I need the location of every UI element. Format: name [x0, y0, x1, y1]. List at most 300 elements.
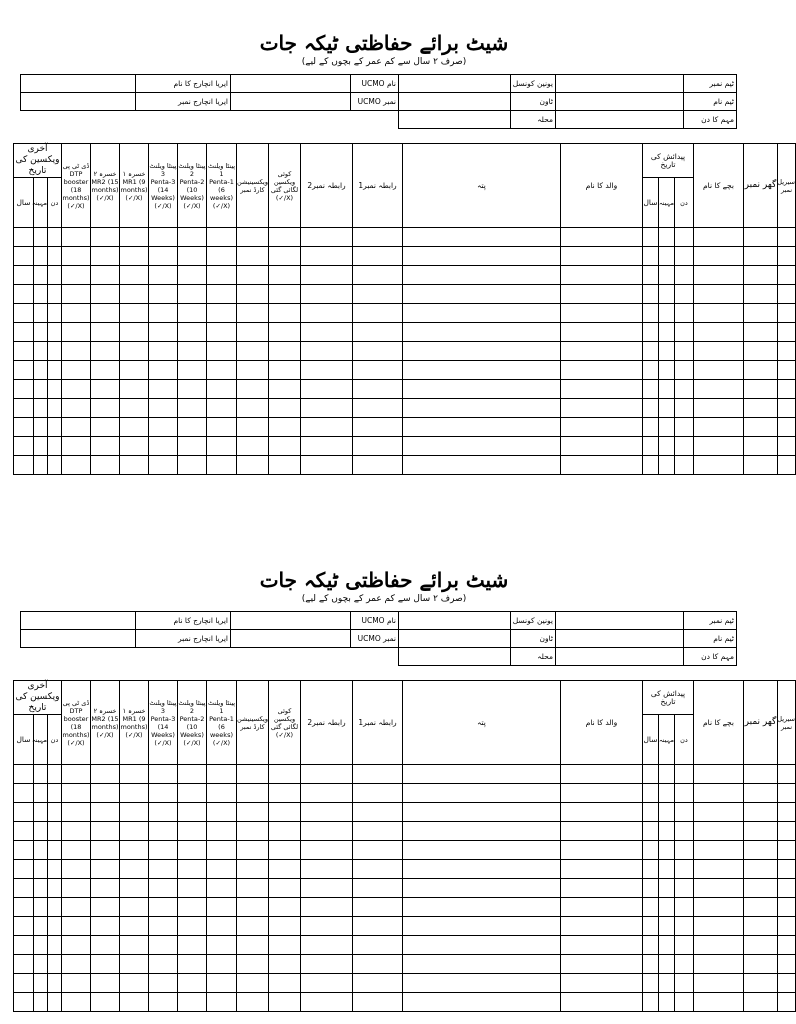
table-cell[interactable]	[643, 898, 659, 917]
table-cell[interactable]	[34, 993, 48, 1012]
campaign-day-value[interactable]	[556, 648, 684, 666]
table-cell[interactable]	[744, 399, 778, 418]
table-cell[interactable]	[48, 898, 62, 917]
table-cell[interactable]	[48, 399, 62, 418]
table-cell[interactable]	[120, 879, 149, 898]
table-cell[interactable]	[91, 917, 120, 936]
table-cell[interactable]	[34, 418, 48, 437]
table-cell[interactable]	[207, 879, 237, 898]
table-cell[interactable]	[659, 380, 675, 399]
table-cell[interactable]	[659, 974, 675, 993]
table-cell[interactable]	[34, 247, 48, 266]
table-cell[interactable]	[120, 323, 149, 342]
table-cell[interactable]	[675, 399, 694, 418]
table-cell[interactable]	[62, 822, 91, 841]
table-cell[interactable]	[91, 285, 120, 304]
table-cell[interactable]	[237, 437, 269, 456]
table-cell[interactable]	[643, 418, 659, 437]
table-cell[interactable]	[778, 304, 796, 323]
table-cell[interactable]	[675, 266, 694, 285]
table-cell[interactable]	[207, 803, 237, 822]
table-cell[interactable]	[744, 247, 778, 266]
table-cell[interactable]	[237, 247, 269, 266]
table-cell[interactable]	[675, 361, 694, 380]
table-cell[interactable]	[353, 955, 403, 974]
table-cell[interactable]	[91, 247, 120, 266]
table-cell[interactable]	[207, 993, 237, 1012]
team-name-value[interactable]	[556, 630, 684, 648]
table-cell[interactable]	[237, 784, 269, 803]
table-cell[interactable]	[353, 936, 403, 955]
table-cell[interactable]	[301, 803, 353, 822]
ucmo-number-value[interactable]	[231, 630, 351, 648]
table-cell[interactable]	[237, 822, 269, 841]
table-cell[interactable]	[269, 879, 301, 898]
table-cell[interactable]	[34, 437, 48, 456]
table-cell[interactable]	[778, 228, 796, 247]
table-cell[interactable]	[301, 418, 353, 437]
table-cell[interactable]	[301, 879, 353, 898]
table-cell[interactable]	[91, 380, 120, 399]
table-cell[interactable]	[178, 784, 207, 803]
table-cell[interactable]	[269, 342, 301, 361]
table-cell[interactable]	[207, 765, 237, 784]
table-cell[interactable]	[675, 342, 694, 361]
table-cell[interactable]	[561, 380, 643, 399]
table-cell[interactable]	[744, 342, 778, 361]
table-cell[interactable]	[207, 955, 237, 974]
table-cell[interactable]	[659, 917, 675, 936]
table-cell[interactable]	[694, 247, 744, 266]
table-cell[interactable]	[744, 456, 778, 475]
table-cell[interactable]	[178, 765, 207, 784]
table-cell[interactable]	[207, 898, 237, 917]
table-cell[interactable]	[237, 955, 269, 974]
table-cell[interactable]	[744, 879, 778, 898]
table-cell[interactable]	[91, 323, 120, 342]
table-cell[interactable]	[778, 993, 796, 1012]
table-cell[interactable]	[561, 437, 643, 456]
table-cell[interactable]	[561, 993, 643, 1012]
table-cell[interactable]	[91, 784, 120, 803]
table-cell[interactable]	[269, 228, 301, 247]
table-cell[interactable]	[694, 955, 744, 974]
table-cell[interactable]	[48, 247, 62, 266]
table-cell[interactable]	[149, 247, 178, 266]
table-cell[interactable]	[62, 342, 91, 361]
table-cell[interactable]	[269, 380, 301, 399]
table-cell[interactable]	[62, 456, 91, 475]
table-cell[interactable]	[14, 380, 34, 399]
table-cell[interactable]	[237, 993, 269, 1012]
table-cell[interactable]	[659, 399, 675, 418]
table-cell[interactable]	[744, 784, 778, 803]
table-cell[interactable]	[237, 456, 269, 475]
table-cell[interactable]	[34, 898, 48, 917]
table-cell[interactable]	[120, 841, 149, 860]
table-cell[interactable]	[14, 860, 34, 879]
table-cell[interactable]	[694, 898, 744, 917]
table-cell[interactable]	[269, 803, 301, 822]
area-incharge-number-value[interactable]	[21, 93, 136, 111]
table-cell[interactable]	[237, 765, 269, 784]
table-cell[interactable]	[91, 228, 120, 247]
table-cell[interactable]	[269, 247, 301, 266]
table-cell[interactable]	[659, 822, 675, 841]
table-cell[interactable]	[62, 437, 91, 456]
table-cell[interactable]	[207, 361, 237, 380]
table-cell[interactable]	[178, 247, 207, 266]
table-cell[interactable]	[14, 898, 34, 917]
table-cell[interactable]	[675, 974, 694, 993]
table-cell[interactable]	[237, 266, 269, 285]
table-cell[interactable]	[301, 247, 353, 266]
table-cell[interactable]	[675, 247, 694, 266]
table-cell[interactable]	[269, 955, 301, 974]
table-cell[interactable]	[237, 323, 269, 342]
table-cell[interactable]	[207, 860, 237, 879]
table-cell[interactable]	[149, 361, 178, 380]
ucmo-number-value[interactable]	[231, 93, 351, 111]
table-cell[interactable]	[149, 841, 178, 860]
table-cell[interactable]	[675, 860, 694, 879]
table-cell[interactable]	[301, 917, 353, 936]
table-cell[interactable]	[675, 304, 694, 323]
table-cell[interactable]	[237, 841, 269, 860]
table-cell[interactable]	[237, 898, 269, 917]
table-cell[interactable]	[14, 418, 34, 437]
table-cell[interactable]	[207, 936, 237, 955]
table-cell[interactable]	[403, 418, 561, 437]
table-cell[interactable]	[778, 860, 796, 879]
table-cell[interactable]	[91, 955, 120, 974]
table-cell[interactable]	[353, 437, 403, 456]
table-cell[interactable]	[269, 285, 301, 304]
table-cell[interactable]	[744, 955, 778, 974]
table-cell[interactable]	[178, 993, 207, 1012]
table-cell[interactable]	[48, 304, 62, 323]
table-cell[interactable]	[149, 399, 178, 418]
table-cell[interactable]	[353, 784, 403, 803]
table-cell[interactable]	[269, 418, 301, 437]
table-cell[interactable]	[62, 399, 91, 418]
table-cell[interactable]	[178, 228, 207, 247]
table-cell[interactable]	[149, 380, 178, 399]
table-cell[interactable]	[659, 323, 675, 342]
table-cell[interactable]	[48, 784, 62, 803]
table-cell[interactable]	[120, 765, 149, 784]
table-cell[interactable]	[14, 285, 34, 304]
table-cell[interactable]	[744, 860, 778, 879]
table-cell[interactable]	[778, 437, 796, 456]
table-cell[interactable]	[561, 841, 643, 860]
table-cell[interactable]	[403, 247, 561, 266]
table-cell[interactable]	[778, 247, 796, 266]
table-cell[interactable]	[178, 860, 207, 879]
table-cell[interactable]	[207, 974, 237, 993]
table-cell[interactable]	[62, 285, 91, 304]
table-cell[interactable]	[48, 803, 62, 822]
mohalla-value[interactable]	[399, 111, 511, 129]
table-cell[interactable]	[149, 456, 178, 475]
table-cell[interactable]	[120, 342, 149, 361]
table-cell[interactable]	[62, 917, 91, 936]
table-cell[interactable]	[561, 266, 643, 285]
table-cell[interactable]	[269, 456, 301, 475]
table-cell[interactable]	[62, 304, 91, 323]
table-cell[interactable]	[62, 955, 91, 974]
table-cell[interactable]	[659, 993, 675, 1012]
table-cell[interactable]	[120, 437, 149, 456]
table-cell[interactable]	[178, 974, 207, 993]
table-cell[interactable]	[14, 361, 34, 380]
table-cell[interactable]	[694, 765, 744, 784]
table-cell[interactable]	[778, 936, 796, 955]
table-cell[interactable]	[675, 456, 694, 475]
table-cell[interactable]	[14, 342, 34, 361]
table-cell[interactable]	[675, 803, 694, 822]
table-cell[interactable]	[778, 917, 796, 936]
table-cell[interactable]	[178, 879, 207, 898]
table-cell[interactable]	[14, 841, 34, 860]
table-cell[interactable]	[694, 456, 744, 475]
table-cell[interactable]	[403, 323, 561, 342]
table-cell[interactable]	[561, 898, 643, 917]
table-cell[interactable]	[694, 342, 744, 361]
area-incharge-number-value[interactable]	[21, 630, 136, 648]
table-cell[interactable]	[403, 285, 561, 304]
table-cell[interactable]	[744, 765, 778, 784]
table-cell[interactable]	[62, 898, 91, 917]
table-cell[interactable]	[62, 803, 91, 822]
table-cell[interactable]	[149, 765, 178, 784]
table-cell[interactable]	[91, 765, 120, 784]
table-cell[interactable]	[120, 898, 149, 917]
table-cell[interactable]	[561, 879, 643, 898]
table-cell[interactable]	[149, 993, 178, 1012]
table-cell[interactable]	[403, 936, 561, 955]
table-cell[interactable]	[778, 955, 796, 974]
table-cell[interactable]	[14, 803, 34, 822]
table-cell[interactable]	[561, 917, 643, 936]
table-cell[interactable]	[207, 380, 237, 399]
table-cell[interactable]	[675, 936, 694, 955]
table-cell[interactable]	[659, 361, 675, 380]
town-value[interactable]	[399, 630, 511, 648]
table-cell[interactable]	[694, 841, 744, 860]
table-cell[interactable]	[178, 304, 207, 323]
table-cell[interactable]	[694, 879, 744, 898]
table-cell[interactable]	[14, 437, 34, 456]
table-cell[interactable]	[178, 399, 207, 418]
table-cell[interactable]	[694, 803, 744, 822]
team-number-value[interactable]	[556, 75, 684, 93]
table-cell[interactable]	[301, 266, 353, 285]
table-cell[interactable]	[403, 399, 561, 418]
table-cell[interactable]	[694, 784, 744, 803]
table-cell[interactable]	[34, 285, 48, 304]
table-cell[interactable]	[353, 380, 403, 399]
table-cell[interactable]	[91, 879, 120, 898]
table-cell[interactable]	[675, 765, 694, 784]
table-cell[interactable]	[149, 342, 178, 361]
table-cell[interactable]	[643, 285, 659, 304]
table-cell[interactable]	[178, 898, 207, 917]
table-cell[interactable]	[675, 841, 694, 860]
table-cell[interactable]	[269, 266, 301, 285]
table-cell[interactable]	[643, 765, 659, 784]
table-cell[interactable]	[207, 822, 237, 841]
table-cell[interactable]	[301, 342, 353, 361]
table-cell[interactable]	[62, 765, 91, 784]
table-cell[interactable]	[149, 784, 178, 803]
table-cell[interactable]	[675, 418, 694, 437]
table-cell[interactable]	[207, 841, 237, 860]
table-cell[interactable]	[62, 323, 91, 342]
table-cell[interactable]	[149, 285, 178, 304]
table-cell[interactable]	[237, 917, 269, 936]
table-cell[interactable]	[120, 936, 149, 955]
table-cell[interactable]	[62, 361, 91, 380]
table-cell[interactable]	[269, 936, 301, 955]
table-cell[interactable]	[48, 860, 62, 879]
table-cell[interactable]	[353, 304, 403, 323]
table-cell[interactable]	[14, 993, 34, 1012]
table-cell[interactable]	[659, 285, 675, 304]
table-cell[interactable]	[561, 361, 643, 380]
table-cell[interactable]	[643, 879, 659, 898]
table-cell[interactable]	[694, 437, 744, 456]
table-cell[interactable]	[120, 361, 149, 380]
table-cell[interactable]	[353, 456, 403, 475]
table-cell[interactable]	[207, 228, 237, 247]
table-cell[interactable]	[403, 974, 561, 993]
table-cell[interactable]	[178, 917, 207, 936]
table-cell[interactable]	[675, 285, 694, 304]
team-number-value[interactable]	[556, 612, 684, 630]
table-cell[interactable]	[48, 993, 62, 1012]
table-cell[interactable]	[149, 304, 178, 323]
table-cell[interactable]	[62, 841, 91, 860]
table-cell[interactable]	[561, 955, 643, 974]
table-cell[interactable]	[48, 974, 62, 993]
table-cell[interactable]	[643, 841, 659, 860]
table-cell[interactable]	[62, 974, 91, 993]
table-cell[interactable]	[643, 342, 659, 361]
table-cell[interactable]	[403, 784, 561, 803]
table-cell[interactable]	[48, 879, 62, 898]
table-cell[interactable]	[561, 418, 643, 437]
table-cell[interactable]	[14, 304, 34, 323]
table-cell[interactable]	[48, 917, 62, 936]
table-cell[interactable]	[675, 380, 694, 399]
table-cell[interactable]	[744, 304, 778, 323]
table-cell[interactable]	[675, 228, 694, 247]
table-cell[interactable]	[207, 418, 237, 437]
table-cell[interactable]	[91, 936, 120, 955]
table-cell[interactable]	[353, 860, 403, 879]
table-cell[interactable]	[14, 822, 34, 841]
table-cell[interactable]	[14, 266, 34, 285]
table-cell[interactable]	[659, 266, 675, 285]
table-cell[interactable]	[34, 323, 48, 342]
table-cell[interactable]	[403, 266, 561, 285]
table-cell[interactable]	[403, 917, 561, 936]
table-cell[interactable]	[403, 898, 561, 917]
table-cell[interactable]	[643, 247, 659, 266]
table-cell[interactable]	[91, 266, 120, 285]
table-cell[interactable]	[694, 860, 744, 879]
table-cell[interactable]	[149, 936, 178, 955]
table-cell[interactable]	[269, 974, 301, 993]
table-cell[interactable]	[643, 266, 659, 285]
table-cell[interactable]	[48, 936, 62, 955]
table-cell[interactable]	[694, 361, 744, 380]
mohalla-value[interactable]	[399, 648, 511, 666]
table-cell[interactable]	[62, 936, 91, 955]
table-cell[interactable]	[149, 418, 178, 437]
table-cell[interactable]	[207, 437, 237, 456]
table-cell[interactable]	[353, 974, 403, 993]
table-cell[interactable]	[301, 380, 353, 399]
table-cell[interactable]	[269, 437, 301, 456]
table-cell[interactable]	[178, 841, 207, 860]
table-cell[interactable]	[744, 361, 778, 380]
table-cell[interactable]	[403, 993, 561, 1012]
table-cell[interactable]	[301, 822, 353, 841]
table-cell[interactable]	[120, 917, 149, 936]
table-cell[interactable]	[353, 822, 403, 841]
table-cell[interactable]	[778, 841, 796, 860]
table-cell[interactable]	[659, 437, 675, 456]
table-cell[interactable]	[120, 955, 149, 974]
table-cell[interactable]	[48, 841, 62, 860]
table-cell[interactable]	[91, 304, 120, 323]
table-cell[interactable]	[778, 879, 796, 898]
table-cell[interactable]	[34, 304, 48, 323]
table-cell[interactable]	[744, 380, 778, 399]
table-cell[interactable]	[778, 784, 796, 803]
campaign-day-value[interactable]	[556, 111, 684, 129]
table-cell[interactable]	[91, 860, 120, 879]
table-cell[interactable]	[659, 247, 675, 266]
table-cell[interactable]	[561, 323, 643, 342]
table-cell[interactable]	[48, 437, 62, 456]
table-cell[interactable]	[403, 841, 561, 860]
table-cell[interactable]	[207, 285, 237, 304]
table-cell[interactable]	[659, 342, 675, 361]
table-cell[interactable]	[778, 266, 796, 285]
table-cell[interactable]	[675, 917, 694, 936]
table-cell[interactable]	[237, 860, 269, 879]
table-cell[interactable]	[120, 418, 149, 437]
table-cell[interactable]	[269, 784, 301, 803]
table-cell[interactable]	[91, 898, 120, 917]
table-cell[interactable]	[237, 361, 269, 380]
table-cell[interactable]	[561, 342, 643, 361]
table-cell[interactable]	[178, 437, 207, 456]
table-cell[interactable]	[91, 993, 120, 1012]
table-cell[interactable]	[34, 860, 48, 879]
table-cell[interactable]	[694, 936, 744, 955]
table-cell[interactable]	[34, 399, 48, 418]
table-cell[interactable]	[34, 266, 48, 285]
table-cell[interactable]	[778, 399, 796, 418]
table-cell[interactable]	[561, 399, 643, 418]
table-cell[interactable]	[694, 285, 744, 304]
table-cell[interactable]	[237, 879, 269, 898]
table-cell[interactable]	[62, 247, 91, 266]
